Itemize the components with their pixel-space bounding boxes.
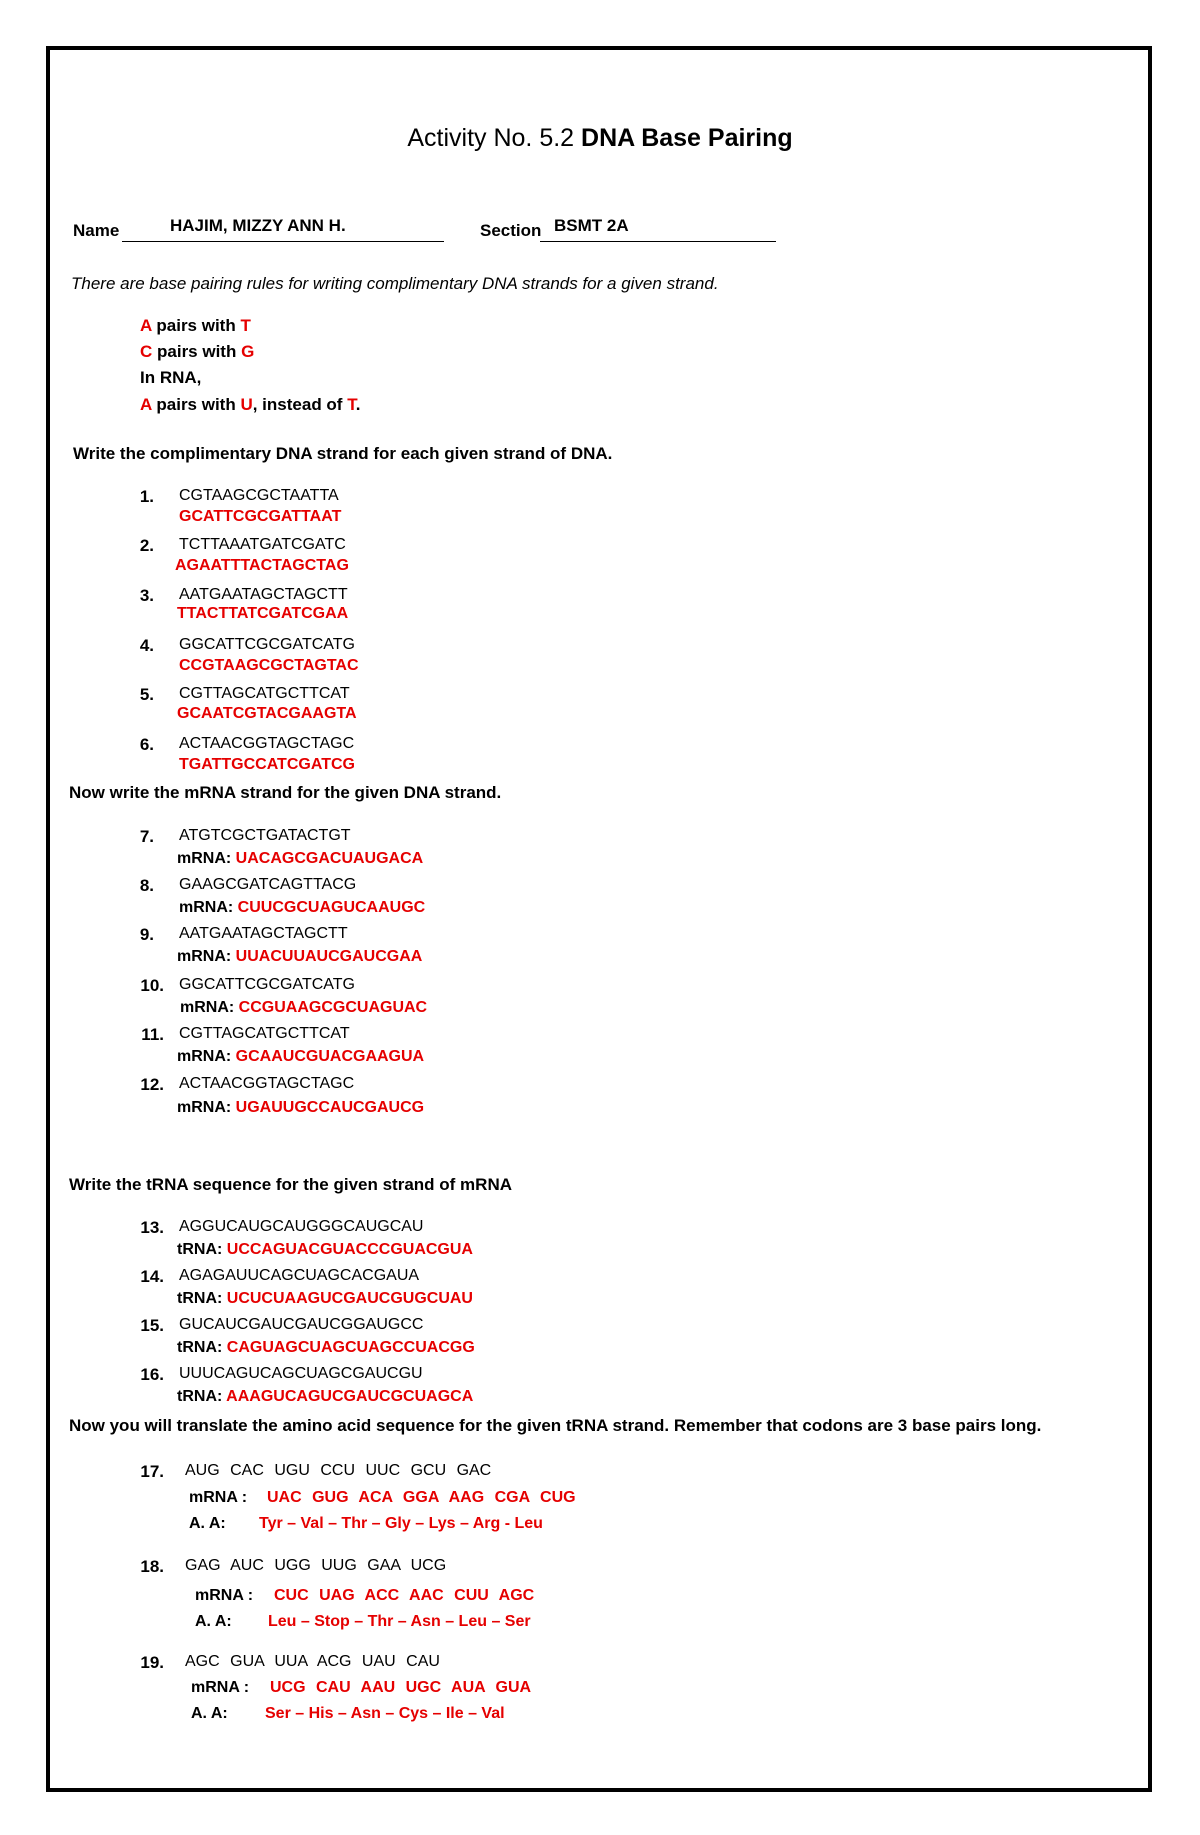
title-plain: Activity No. 5.2 <box>407 124 582 152</box>
rule-a-u: A pairs with U, instead of T. <box>140 395 361 414</box>
mrna-item-answer-row: mRNA: UUACUUAUCGAUCGAA <box>177 948 423 965</box>
trna-item-given: AGAGAUUCAGCUAGCACGAUA <box>179 1267 420 1284</box>
mrna-item-given: CGTTAGCATGCTTCAT <box>179 1025 350 1042</box>
dna-item-num: 4. <box>139 636 154 655</box>
mrna-item-answer-row: mRNA: CUUCGCUAGUCAAUGC <box>179 899 426 916</box>
mrna-item-num: 10. <box>140 976 164 995</box>
aa-label: A. A: <box>189 1515 226 1532</box>
dna-item-given: TCTTAAATGATCGATC <box>179 536 346 553</box>
aa-mrna-label: mRNA : <box>191 1679 250 1696</box>
mrna-item-answer-row: mRNA: UACAGCGACUAUGACA <box>177 850 424 867</box>
trna-heading: Write the tRNA sequence for the given strand of mRNA <box>69 1175 512 1194</box>
trna-item-num: 16. <box>140 1365 164 1384</box>
dna-item-answer: GCATTCGCGATTAAT <box>179 508 342 525</box>
trna-item-given: GUCAUCGAUCGAUCGGAUGCC <box>179 1316 424 1333</box>
mrna-item-answer-row: mRNA: GCAAUCGUACGAAGUA <box>177 1048 425 1065</box>
aa-item-given: AUG CAC UGU CCU UUC GCU GAC <box>185 1462 492 1479</box>
mrna-item-given: GAAGCGATCAGTTACG <box>179 876 357 893</box>
trna-item-answer-row: tRNA: AAAGUCAGUCGAUCGCUAGCA <box>177 1388 474 1405</box>
dna-item-num: 1. <box>139 487 154 506</box>
rule-in-rna: In RNA, <box>140 368 202 387</box>
dna-item-answer: CCGTAAGCGCTAGTAC <box>179 657 359 674</box>
dna-heading: Write the complimentary DNA strand for each given strand of DNA. <box>73 444 613 463</box>
mrna-heading: Now write the mRNA strand for the given DNA strand. <box>69 783 502 802</box>
dna-item-answer: AGAATTTACTAGCTAG <box>175 557 349 574</box>
name-label: Name <box>73 221 120 240</box>
trna-item-given: AGGUCAUGCAUGGGCAUGCAU <box>179 1218 424 1235</box>
aa-mrna-value: CUC UAG ACC AAC CUU AGC <box>274 1587 535 1604</box>
section-value: BSMT 2A <box>554 216 629 235</box>
dna-item-given: ACTAACGGTAGCTAGC <box>179 735 355 752</box>
intro-text: There are base pairing rules for writing complimentary DNA strands for a given strand. <box>71 274 719 293</box>
aa-mrna-label: mRNA : <box>195 1587 254 1604</box>
mrna-item-given: AATGAATAGCTAGCTT <box>179 925 348 942</box>
trna-item-num: 15. <box>140 1316 164 1335</box>
name-underline <box>122 241 444 242</box>
mrna-item-given: ACTAACGGTAGCTAGC <box>179 1075 355 1092</box>
name-value: HAJIM, MIZZY ANN H. <box>170 216 346 235</box>
mrna-item-num: 11. <box>141 1025 164 1044</box>
aa-value: Tyr – Val – Thr – Gly – Lys – Arg - Leu <box>259 1515 543 1532</box>
trna-item-answer-row: tRNA: CAGUAGCUAGCUAGCCUACGG <box>177 1339 475 1356</box>
dna-item-answer: TGATTGCCATCGATCG <box>179 756 355 773</box>
mrna-item-given: ATGTCGCTGATACTGT <box>179 827 351 844</box>
mrna-item-answer-row: mRNA: UGAUUGCCAUCGAUCG <box>177 1099 425 1116</box>
dna-item-given: AATGAATAGCTAGCTT <box>179 586 348 603</box>
trna-item-answer-row: tRNA: UCCAGUACGUACCCGUACGUA <box>177 1241 473 1258</box>
rule-c-g: C pairs with G <box>140 342 255 361</box>
section-underline <box>540 241 776 242</box>
trna-item-answer-row: tRNA: UCUCUAAGUCGAUCGUGCUAU <box>177 1290 473 1307</box>
aa-item-given: GAG AUC UGG UUG GAA UCG <box>185 1557 447 1574</box>
rule-a-t: A pairs with T <box>140 316 251 335</box>
mrna-item-num: 9. <box>139 925 154 944</box>
mrna-item-num: 7. <box>139 827 154 846</box>
aa-label: A. A: <box>191 1705 228 1722</box>
trna-item-num: 13. <box>140 1218 164 1237</box>
dna-item-given: GGCATTCGCGATCATG <box>179 636 355 653</box>
aa-mrna-label: mRNA : <box>189 1489 248 1506</box>
aa-value: Ser – His – Asn – Cys – Ile – Val <box>265 1705 505 1722</box>
aa-mrna-value: UCG CAU AAU UGC AUA GUA <box>270 1679 532 1696</box>
mrna-item-given: GGCATTCGCGATCATG <box>179 976 355 993</box>
mrna-item-num: 8. <box>139 876 154 895</box>
aa-item-given: AGC GUA UUA ACG UAU CAU <box>185 1653 440 1670</box>
dna-item-answer: GCAATCGTACGAAGTA <box>177 705 357 722</box>
page-title <box>0 124 1200 153</box>
aa-item-num: 18. <box>140 1557 164 1576</box>
mrna-item-num: 12. <box>140 1075 164 1094</box>
aa-item-num: 19. <box>140 1653 164 1672</box>
dna-item-given: CGTTAGCATGCTTCAT <box>179 685 350 702</box>
aa-mrna-value: UAC GUG ACA GGA AAG CGA CUG <box>267 1489 576 1506</box>
dna-item-given: CGTAAGCGCTAATTA <box>179 487 339 504</box>
dna-item-num: 2. <box>139 536 154 555</box>
trna-item-num: 14. <box>140 1267 164 1286</box>
trna-item-given: UUUCAGUCAGCUAGCGAUCGU <box>179 1365 423 1382</box>
aa-item-num: 17. <box>140 1462 164 1481</box>
dna-item-num: 3. <box>139 586 154 605</box>
aa-value: Leu – Stop – Thr – Asn – Leu – Ser <box>268 1613 531 1630</box>
title-bold: DNA Base Pairing <box>581 124 793 152</box>
aa-heading: Now you will translate the amino acid sequence for the given tRNA strand. Remember that codons are 3 base pairs long. <box>69 1416 1042 1435</box>
dna-item-num: 5. <box>139 685 154 704</box>
dna-item-answer: TTACTTATCGATCGAA <box>177 605 349 622</box>
aa-label: A. A: <box>195 1613 232 1630</box>
dna-item-num: 6. <box>139 735 154 754</box>
mrna-item-answer-row: mRNA: CCGUAAGCGCUAGUAC <box>180 999 428 1016</box>
section-label: Section <box>480 221 542 240</box>
